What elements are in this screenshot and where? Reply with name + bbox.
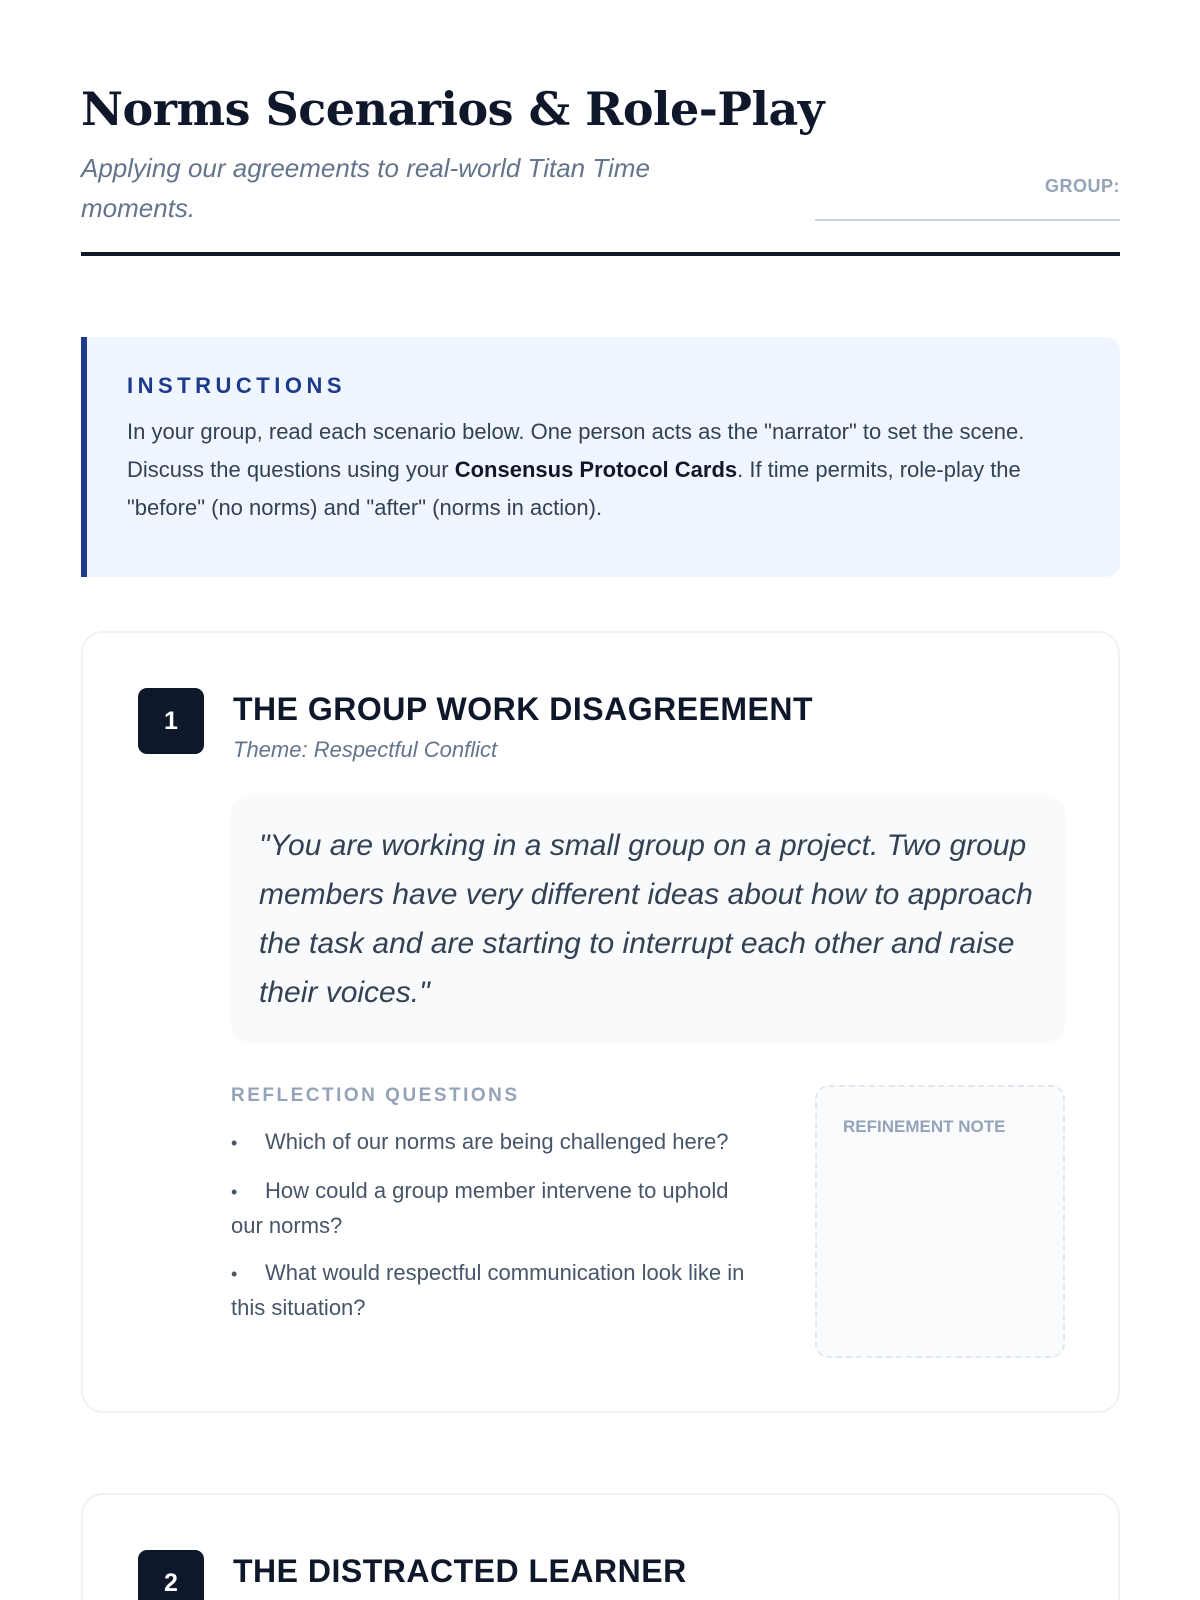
- instructions-text-part: . If time permits, role-play the "before" (no norms) and "after" (norms in action).: [127, 457, 1021, 520]
- scenario-card-1: [81, 631, 1120, 1413]
- instructions-text-part: In your group, read each scenario below. One person acts as the "narrator" to set the scene. Discuss the questions using your: [127, 419, 1025, 482]
- question-text: What would respectful communication look like in this situation?: [231, 1260, 745, 1320]
- refinement-note-box[interactable]: [815, 1085, 1065, 1358]
- group-name-line[interactable]: [815, 219, 1120, 221]
- group-label: GROUP:: [1045, 176, 1120, 196]
- reflection-questions-heading: REFLECTION QUESTIONS: [231, 1085, 520, 1106]
- bullet-icon: •: [231, 1182, 238, 1202]
- question-item: [231, 1125, 751, 1160]
- instructions-box: [81, 337, 1120, 577]
- instructions-text: [127, 413, 1080, 527]
- page-header: [81, 0, 1120, 256]
- scenario-title: THE GROUP WORK DISAGREEMENT: [233, 691, 814, 727]
- question-item: [231, 1174, 751, 1242]
- question-item: [231, 1256, 751, 1324]
- page-subtitle: Applying our agreements to real-world Titan Time moments.: [81, 153, 650, 223]
- instructions-heading: INSTRUCTIONS: [127, 373, 346, 398]
- question-text: Which of our norms are being challenged here?: [265, 1129, 729, 1154]
- scenario-theme: Theme: Respectful Conflict: [233, 737, 498, 762]
- scenario-number-badge: 2: [138, 1550, 204, 1600]
- reflection-questions: [231, 1085, 751, 1338]
- bullet-icon: •: [231, 1133, 238, 1153]
- bullet-icon: •: [231, 1264, 238, 1284]
- scenario-number-badge: 1: [138, 688, 204, 754]
- question-text: How could a group member intervene to uphold our norms?: [231, 1178, 729, 1238]
- header-divider: [81, 252, 1120, 256]
- scenario-card-2: [81, 1493, 1120, 1600]
- scenario-title: THE DISTRACTED LEARNER: [233, 1553, 687, 1589]
- scenario-quote: "You are working in a small group on a project. Two group members have very different ideas about how to approach the task and are starting to interrupt each other and raise their voices.": [259, 829, 1033, 1009]
- page-title: Norms Scenarios & Role-Play: [81, 82, 824, 136]
- scenario-quote-box: [231, 795, 1065, 1044]
- refinement-note-label: REFINEMENT NOTE: [843, 1117, 1006, 1136]
- worksheet-page: [81, 0, 1120, 1597]
- consensus-cards-emphasis: Consensus Protocol Cards: [454, 457, 738, 482]
